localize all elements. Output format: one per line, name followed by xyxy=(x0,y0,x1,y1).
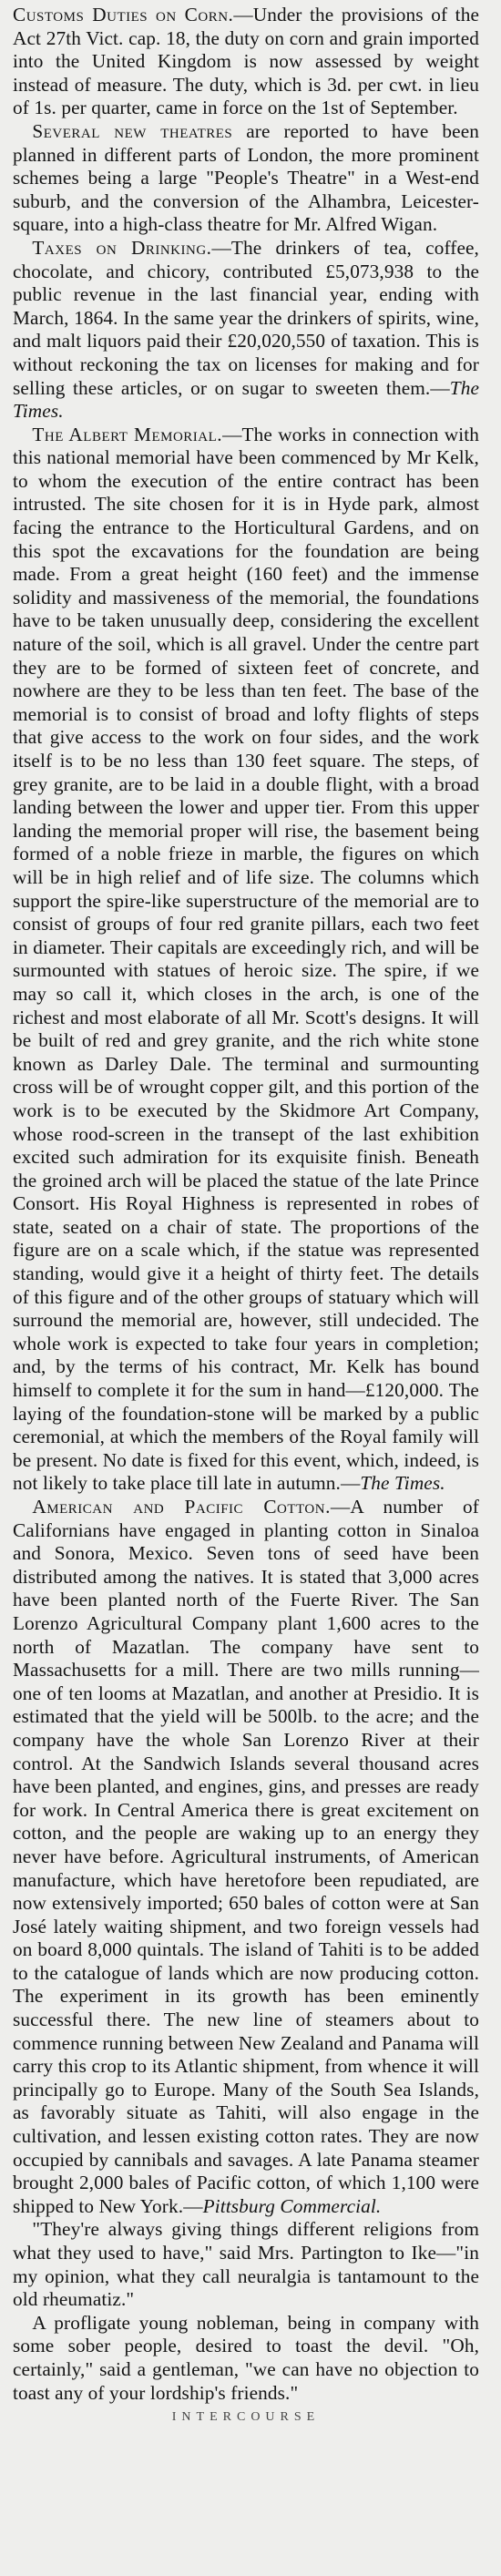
article-partington xyxy=(13,2218,479,2311)
article-body: A profligate young nobleman, being in company with some sober people, desired to toast the devil. "Oh, certainly," said a gentleman, "we can have no objection to toast any of your lordship's friends." xyxy=(13,2311,479,2404)
article-source: The Times. xyxy=(13,376,479,423)
article-source: The Times. xyxy=(360,1472,445,1495)
article-body: are reported to have been planned in different parts of London, the more prominent schemes being a large "People's Theatre" in a West-end suburb, and the conversion of the Alhambra, Leicester-square, into a high-class theatre for Mr. Alfred Wigan. xyxy=(13,119,479,236)
article-corn-duties xyxy=(13,4,479,120)
article-heading: The Albert Memorial. xyxy=(32,423,223,445)
bleed-through-footer: INTERCOURSE xyxy=(171,2410,321,2425)
article-source: Pittsburg Commercial. xyxy=(202,2194,382,2217)
article-body: —Under the provisions of the Act 27th Vict. cap. 18, the duty on corn and grain imported into the United Kingdom is now assessed by weight instead of measure. The duty, which is 3d. per cwt. in lieu of 1s. per quarter, came in force on the 1st of September. xyxy=(13,4,480,119)
article-drinking-taxes: Taxes on Drinking.—The drinkers of tea, coffee, chocolate, and chicory, contributed £5,073,938 to the public revenue in the last financial year, ending with March, 1864. In the same year the drinkers of spirits, wine, and malt liquors paid their £20,020,550 of taxation. This is without reckoning the tax on licenses for making and for selling these articles, or on sugar to sweeten them.—The Times. xyxy=(13,236,479,423)
article-nobleman xyxy=(13,2312,479,2405)
article-body: —The drinkers of tea, coffee, chocolate, and chicory, contributed £5,073,938 to the public revenue in the last financial year, ending with March, 1864. In the same year the drinkers of spirits, wine, and malt liquors paid their £20,020,550 of taxation. This is without reckoning the tax on licenses for making and for selling these articles, or on sugar to sweeten them. xyxy=(13,236,479,399)
article-albert-memorial: The Albert Memorial.—The works in connection with this national memorial have been commenced by Mr Kelk, to whom the execution of the entire contract has been intrusted. The site chosen for it is in Hyde park, almost facing the entrance to the Horticultural Gardens, and on this spot the excavations for the foundation are being made. From a great height (160 feet) and the immense solidity and massiveness of the memorial, the foundations have to be taken unusually deep, considering the excellent nature of the soil, which is all gravel. Under the centre part they are to be formed of sixteen feet of concrete, and nowhere are they to be less than ten feet. The base of the memorial is to consist of broad and lofty flights of steps that give access to the work on four sides, and the work itself is to be no less than 130 feet square. The steps, of grey granite, are to be laid in a double flight, with a broad landing between the lower and upper tier. From this upper landing the memorial proper will rise, the basement being formed of a noble frieze in marble, the figures on which will be in high relief and of life size. The columns which support the spire-like superstructure of the memorial are to consist of groups of four red granite pillars, each two feet in diameter. Their capitals are exceedingly rich, and will be surmounted with statues of heroic size. The spire, if we may so call it, which closes in the arch, is one of the richest and most elaborate of all Mr. Scott's designs. It will be built of red and grey granite, and the rich white stone known as Darley Dale. The terminal and surmounting cross will be of wrought copper gilt, and this portion of the work is to be executed by the Skidmore Art Company, whose rood-screen in the transept of the last exhibition excited such admiration for its exquisite finish. Beneath the groined arch will be placed the statue of the late Prince Consort. His Royal Highness is represented in robes of state, seated on a chair of state. The proportions of the figure are on a scale which, if the statue was represented standing, would give it a height of thirty feet. The details of this figure and of the other groups of statuary which will surround the memorial are, however, still undecided. The whole work is expected to take four years in completion; and, by the terms of his contract, Mr. Kelk has bound himself to complete it for the sum in hand—£120,000. The laying of the foundation-stone will be marked by a public ceremonial, at which the members of the Royal family will be present. No date is fixed for this event, which, indeed, is not likely to take place till late in autumn.—The Times. xyxy=(13,423,479,1495)
article-body: "They're always giving things different religions from what they used to have," said Mrs. Partington to Ike—"in my opinion, what they call neuralgia is tantamount to the old rheumatiz." xyxy=(13,2218,479,2311)
article-cotton: American and Pacific Cotton.—A number of Californians have engaged in planting cotton in Sinaloa and Sonora, Mexico. Seven tons of seed have been distributed among the natives. It is stated that 3,000 acres have been planted north of the Fuerte River. The San Lorenzo Agricultural Company plant 1,600 acres to the north of Mazatlan. The company have sent to Massachusetts for a mill. There are two mills running—one of ten looms at Mazatlan, and another at Presidio. It is estimated that the yield will be 500lb. to the acre; and the company have the whole San Lorenzo River at their control. At the Sandwich Islands several thousand acres have been planted, and engines, gins, and presses are ready for work. In Central America there is great excitement on cotton, and the people are waking up to an energy they never have before. Agricultural instruments, of American manufacture, which have heretofore been repudiated, are now extensively imported; 650 bales of cotton were at San José lately waiting shipment, and two foreign vessels had on board 8,000 quintals. The island of Tahiti is to be added to the catalogue of lands which are now producing cotton. The experiment in its growth has been eminently successful there. The new line of steamers about to commence running between New Zealand and Panama will carry this crop to its Atlantic shipment, from whence it will principally go to Europe. Many of the South Sea Islands, as favorably situate as Tahiti, will also engage in the cultivation, and lessen existing cotton rates. They are now occupied by cannibals and savages. A late Panama steamer brought 2,000 bales of Pacific cotton, of which 1,100 were shipped to New York.—Pittsburg Commercial. xyxy=(13,1496,479,2217)
article-heading: Several new theatres xyxy=(32,119,233,142)
article-heading: American and Pacific Cotton. xyxy=(32,1496,331,1518)
article-heading: Customs Duties on Corn. xyxy=(13,4,234,26)
article-heading: Taxes on Drinking. xyxy=(32,236,212,259)
article-body: —A number of Californians have engaged in planting cotton in Sinaloa and Sonora, Mexico. Seven tons of seed have been distributed among the natives. It is stated that 3,000 acres have been planted north of the Fuerte River. The San Lorenzo Agricultural Company plant 1,600 acres to the north of Mazatlan. The company have sent to Massachusetts for a mill. There are two mills running—one of ten looms at Mazatlan, and another at Presidio. It is estimated that the yield will be 500lb. to the acre; and the company have the whole San Lorenzo River at their control. At the Sandwich Islands several thousand acres have been planted, and engines, gins, and presses are ready for work. In Central America there is great excitement on cotton, and the people are waking up to an energy they never have before. Agricultural instruments, of American manufacture, which have heretofore been repudiated, are now extensively imported; 650 bales of cotton were at San José lately waiting shipment, and two foreign vessels had on board 8,000 quintals. The island of Tahiti is to be added to the catalogue of lands which are now producing cotton. The experiment in its growth has been eminently successful there. The new line of steamers about to commence running between New Zealand and Panama will carry this crop to its Atlantic shipment, from whence it will principally go to Europe. Many of the South Sea Islands, as favorably situate as Tahiti, will also engage in the cultivation, and lessen existing cotton rates. They are now occupied by cannibals and savages. A late Panama steamer brought 2,000 bales of Pacific cotton, of which 1,100 were shipped to New York. xyxy=(13,1496,479,2217)
article-theatres xyxy=(13,120,479,237)
article-body: —The works in connection with this national memorial have been commenced by Mr Kelk, to whom the execution of the entire contract has been intrusted. The site chosen for it is in Hyde park, almost facing the entrance to the Horticultural Gardens, and on this spot the excavations for the foundation are being made. From a great height (160 feet) and the immense solidity and massiveness of the memorial, the foundations have to be taken unusually deep, considering the excellent nature of the soil, which is all gravel. Under the centre part they are to be formed of sixteen feet of concrete, and nowhere are they to be less than ten feet. The base of the memorial is to consist of broad and lofty flights of steps that give access to the work on four sides, and the work itself is to be no less than 130 feet square. The steps, of grey granite, are to be laid in a double flight, with a broad landing between the lower and upper tier. From this upper landing the memorial proper will rise, the basement being formed of a noble frieze in marble, the figures on which will be in high relief and of life size. The columns which support the spire-like superstructure of the memorial are to consist of groups of four red granite pillars, each two feet in diameter. Their capitals are exceedingly rich, and will be surmounted with statues of heroic size. The spire, if we may so call it, which closes in the arch, is one of the richest and most elaborate of all Mr. Scott's designs. It will be built of red and grey granite, and the rich white stone known as Darley Dale. The terminal and surmounting cross will be of wrought copper gilt, and this portion of the work is to be executed by the Skidmore Art Company, whose rood-screen in the transept of the last exhibition excited such admiration for its exquisite finish. Beneath the groined arch will be placed the statue of the late Prince Consort. His Royal Highness is represented in robes of state, seated on a chair of state. The proportions of the figure are on a scale which, if the statue was represented standing, would give it a height of thirty feet. The details of this figure and of the other groups of statuary which will surround the memorial are, however, still undecided. The whole work is expected to take four years in completion; and, by the terms of his contract, Mr. Kelk has bound himself to complete it for the sum in hand—£120,000. The laying of the foundation-stone will be marked by a public ceremonial, at which the members of the Royal family will be present. No date is fixed for this event, which, indeed, is not likely to take place till late in autumn. xyxy=(13,423,479,1495)
